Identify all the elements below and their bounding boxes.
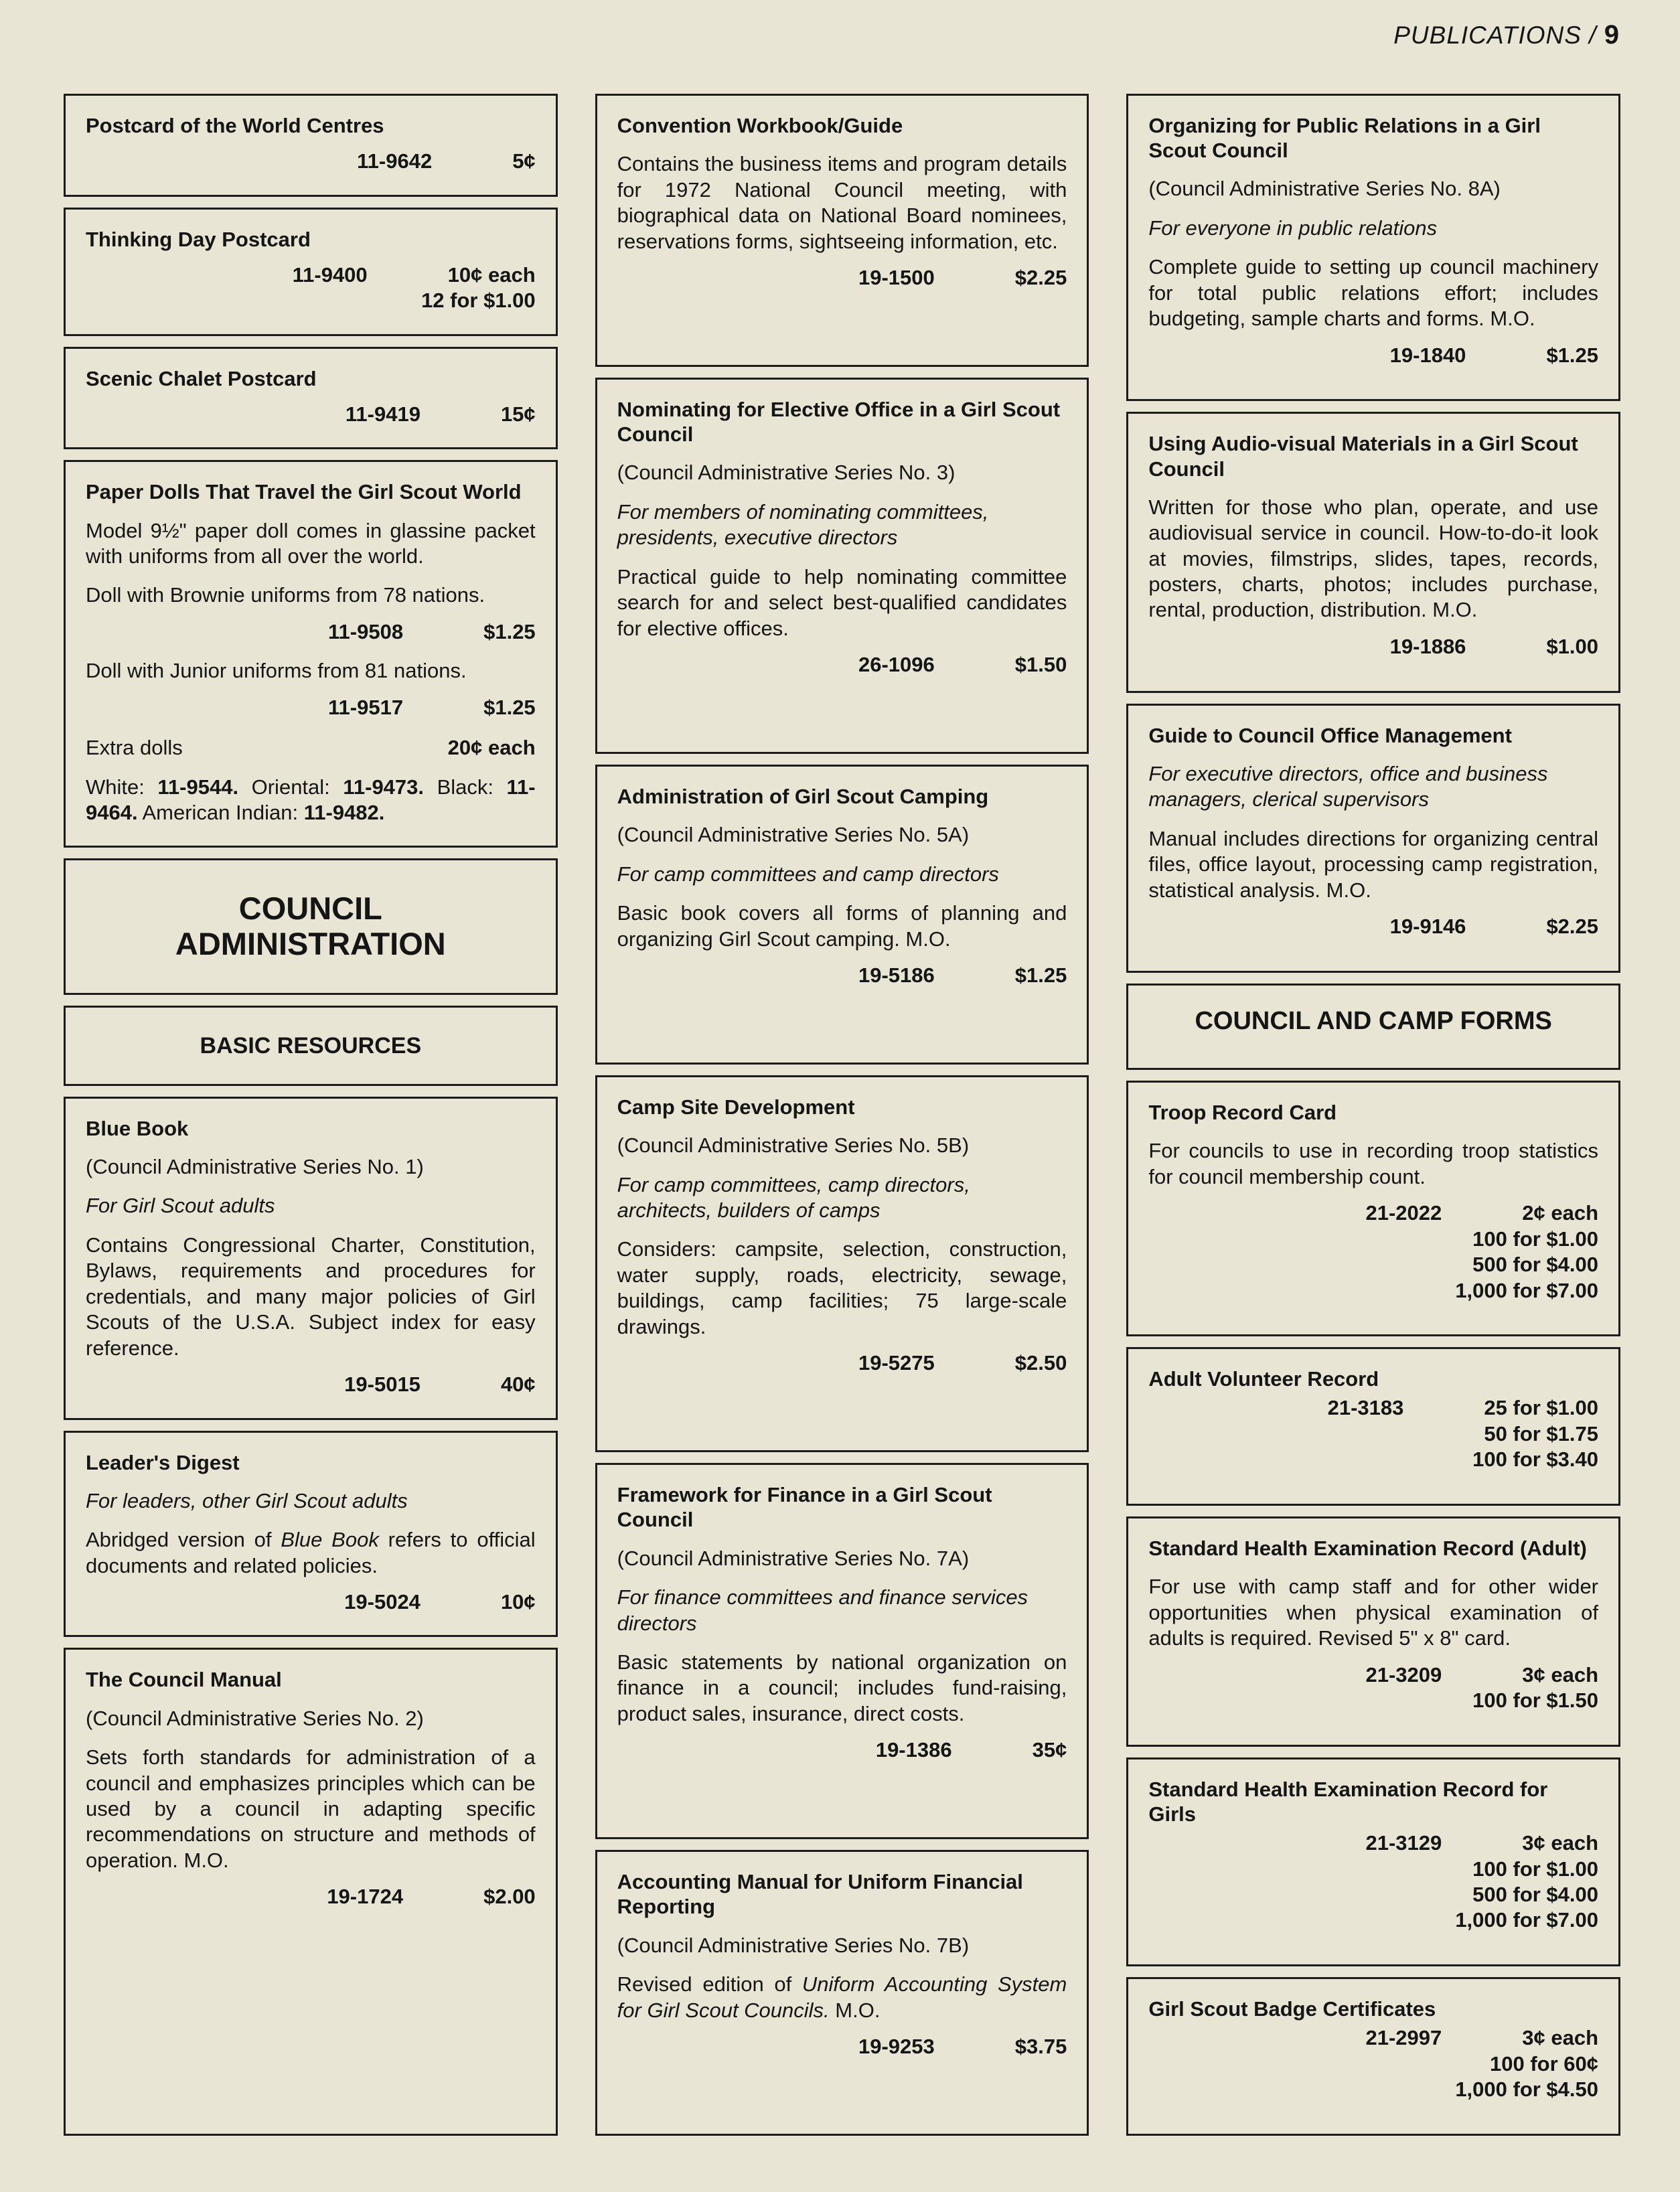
catalog-number: 11-9464. bbox=[86, 775, 536, 824]
section-label: PUBLICATIONS / bbox=[1393, 21, 1597, 49]
listing-description: Contains Congressional Charter, Constitution, Bylaws, requirements and procedures for credentials, and many major policies of Girl Scouts of the U.S.A. Subject index for easy reference. bbox=[86, 1233, 536, 1360]
price: 35¢ bbox=[1032, 1738, 1067, 1762]
listing-scenic-chalet-postcard bbox=[64, 347, 558, 450]
price: $2.50 bbox=[1014, 1351, 1067, 1375]
color-label: Oriental: bbox=[251, 775, 330, 799]
listing-title: Leader's Digest bbox=[86, 1450, 240, 1474]
desc-text: Abridged version of bbox=[86, 1528, 281, 1552]
listing-description: Complete guide to setting up council machinery for total public relations effort; includes budgeting, sample charts and forms. M.O. bbox=[1148, 255, 1599, 331]
price: $2.00 bbox=[483, 1885, 536, 1909]
catalog-number: 19-1500 bbox=[858, 265, 935, 289]
section-heading-council-administration bbox=[64, 858, 558, 994]
listing-title: Guide to Council Office Management bbox=[1148, 723, 1512, 747]
column-middle bbox=[595, 94, 1089, 2136]
catalog-number: 21-3209 bbox=[1365, 1662, 1442, 1687]
price: 15¢ bbox=[500, 402, 536, 426]
price-line bbox=[86, 402, 536, 427]
price-line bbox=[1148, 2025, 1598, 2051]
quantity-price: 100 for $3.40 bbox=[1472, 1447, 1599, 1472]
catalog-number: 21-3129 bbox=[1365, 1831, 1442, 1855]
listing-postcard-world-centres bbox=[64, 94, 558, 197]
listing-title: Accounting Manual for Uniform Financial Reporting bbox=[617, 1870, 1023, 1919]
catalog-number: 11-9508 bbox=[328, 619, 404, 643]
catalog-number: 19-5024 bbox=[344, 1590, 421, 1614]
price-line bbox=[617, 2034, 1067, 2059]
catalog-number: 19-1886 bbox=[1389, 634, 1466, 658]
listing-title: Convention Workbook/Guide bbox=[617, 114, 903, 137]
price: $1.25 bbox=[483, 695, 536, 719]
variant-description: Doll with Brownie uniforms from 78 nations. bbox=[86, 583, 485, 607]
catalog-columns bbox=[64, 94, 1620, 2136]
listing-title: Thinking Day Postcard bbox=[86, 227, 311, 251]
quantity-price: 100 for $1.00 bbox=[1472, 1227, 1599, 1251]
quantity-price: 1,000 for $7.00 bbox=[1455, 1908, 1599, 1932]
price: 3¢ each bbox=[1522, 2026, 1599, 2050]
heading-line: COUNCIL AND CAMP FORMS bbox=[1195, 1006, 1552, 1035]
listing-series: (Council Administrative Series No. 3) bbox=[617, 461, 956, 485]
listing-title: Paper Dolls That Travel the Girl Scout World bbox=[86, 480, 522, 504]
extra-dolls-label: Extra dolls bbox=[86, 736, 183, 760]
price: $1.25 bbox=[483, 619, 536, 643]
price-line bbox=[86, 619, 536, 645]
quantity-price: 100 for $1.50 bbox=[1472, 1689, 1599, 1713]
listing-thinking-day-postcard bbox=[64, 208, 558, 336]
price: $2.25 bbox=[1546, 915, 1599, 938]
catalog-number: 11-9419 bbox=[345, 402, 421, 426]
listing-nominating-elective-office bbox=[595, 378, 1089, 754]
listing-paper-dolls bbox=[64, 460, 558, 848]
desc-text: refers to official documents and related policies. bbox=[86, 1528, 536, 1577]
price: $1.00 bbox=[1546, 634, 1599, 658]
listing-description bbox=[617, 1972, 1067, 2023]
price: 40¢ bbox=[500, 1373, 536, 1397]
price: 25 for $1.00 bbox=[1484, 1396, 1599, 1420]
listing-audience: For finance committees and finance services directors bbox=[617, 1585, 1028, 1635]
price-line bbox=[86, 262, 536, 288]
listing-description: Practical guide to help nominating committee search for and select best-qualified candidates for elective offices. bbox=[617, 564, 1067, 640]
quantity-price: 100 for 60¢ bbox=[1490, 2051, 1599, 2076]
catalog-number: 11-9473. bbox=[343, 775, 425, 799]
catalog-number: 19-1840 bbox=[1389, 343, 1466, 367]
listing-title: The Council Manual bbox=[86, 1668, 282, 1692]
catalog-number: 21-3183 bbox=[1327, 1396, 1404, 1420]
page-header bbox=[1393, 20, 1620, 50]
column-right bbox=[1126, 94, 1620, 2136]
listing-description: Sets forth standards for administration of a council and emphasizes principles which can be used by a council in adapting specific recommendations on structure and methods of operation. M.O. bbox=[86, 1745, 536, 1872]
price-line bbox=[617, 1737, 1067, 1763]
listing-title: Using Audio-visual Materials in a Girl Scout Council bbox=[1148, 432, 1578, 481]
listing-title: Standard Health Examination Record for Girls bbox=[1148, 1777, 1548, 1826]
price-line bbox=[1148, 1395, 1598, 1421]
section-heading-basic-resources bbox=[64, 1006, 558, 1086]
price-line bbox=[1148, 634, 1598, 659]
catalog-number: 19-5186 bbox=[858, 963, 935, 987]
heading-line: BASIC RESOURCES bbox=[200, 1032, 422, 1059]
desc-italic-title: Blue Book bbox=[281, 1528, 379, 1552]
catalog-number: 11-9482. bbox=[303, 801, 385, 824]
listing-title: Organizing for Public Relations in a Girl Scout Council bbox=[1148, 114, 1541, 163]
price-line bbox=[86, 1884, 536, 1909]
listing-series: (Council Administrative Series No. 8A) bbox=[1148, 177, 1501, 201]
listing-audience: For members of nominating committees, presidents, executive directors bbox=[617, 499, 989, 550]
catalog-number: 11-9400 bbox=[292, 262, 368, 287]
listing-description: For councils to use in recording troop statistics for council membership count. bbox=[1148, 1139, 1599, 1188]
desc-text: M.O. bbox=[829, 1998, 881, 2022]
listing-audience: For Girl Scout adults bbox=[86, 1194, 275, 1218]
listing-description: Manual includes directions for organizing central files, office layout, processing camp registration, statistical analysis. M.O. bbox=[1148, 826, 1599, 902]
listing-title: Postcard of the World Centres bbox=[86, 114, 384, 137]
listing-badge-certificates bbox=[1126, 1977, 1620, 2136]
catalog-number: 19-9146 bbox=[1389, 915, 1466, 938]
listing-audio-visual-materials bbox=[1126, 412, 1620, 692]
catalog-number: 26-1096 bbox=[858, 652, 935, 676]
doll-color-codes bbox=[86, 775, 536, 826]
quantity-price: 500 for $4.00 bbox=[1472, 1883, 1599, 1907]
listing-camp-site-development bbox=[595, 1075, 1089, 1452]
listing-title: Camp Site Development bbox=[617, 1095, 855, 1119]
price-line bbox=[1148, 1830, 1598, 1856]
listing-organizing-public-relations bbox=[1126, 94, 1620, 401]
heading-line: ADMINISTRATION bbox=[175, 926, 446, 962]
listing-framework-for-finance bbox=[595, 1463, 1089, 1839]
catalog-number: 11-9642 bbox=[357, 149, 433, 173]
quantity-price: 50 for $1.75 bbox=[1484, 1421, 1599, 1445]
price-line bbox=[86, 1372, 536, 1397]
color-label: Black: bbox=[437, 775, 493, 799]
listing-title: Troop Record Card bbox=[1148, 1101, 1337, 1125]
price: 3¢ each bbox=[1522, 1662, 1599, 1687]
listing-troop-record-card bbox=[1126, 1081, 1620, 1336]
listing-audience: For everyone in public relations bbox=[1148, 216, 1438, 240]
listing-description: For use with camp staff and for other wider opportunities when physical examination of adults is required. Revised 5" x 8" card. bbox=[1148, 1575, 1599, 1650]
price-line bbox=[1148, 914, 1598, 939]
listing-series: (Council Administrative Series No. 7B) bbox=[617, 1933, 970, 1957]
listing-description: Considers: campsite, selection, construction, water supply, roads, electricity, sewage, buildings, camp facilities; 75 large-scale drawings. bbox=[617, 1237, 1067, 1338]
catalog-number: 19-1724 bbox=[327, 1885, 404, 1909]
extra-dolls-line bbox=[86, 735, 536, 761]
variant-description: Doll with Junior uniforms from 81 nations. bbox=[86, 659, 467, 683]
catalog-number: 21-2022 bbox=[1365, 1201, 1442, 1225]
listing-blue-book bbox=[64, 1097, 558, 1420]
listing-audience: For camp committees and camp directors bbox=[617, 862, 999, 886]
price: $3.75 bbox=[1014, 2034, 1067, 2058]
quantity-price: 1,000 for $7.00 bbox=[1455, 1278, 1599, 1302]
listing-series: (Council Administrative Series No. 2) bbox=[86, 1706, 424, 1730]
quantity-price: 12 for $1.00 bbox=[421, 289, 536, 313]
price-line bbox=[617, 652, 1067, 678]
catalog-number: 19-1386 bbox=[875, 1738, 952, 1762]
listing-title: Administration of Girl Scout Camping bbox=[617, 785, 989, 808]
listing-title: Adult Volunteer Record bbox=[1148, 1367, 1379, 1391]
listing-description: Written for those who plan, operate, and use audiovisual service in council. How-to-do-it look at movies, filmstrips, slides, tapes, records, posters, charts, photos; includes purchase, rental, production, distribution. M.O. bbox=[1148, 495, 1599, 622]
listing-description bbox=[86, 1527, 536, 1579]
listing-description: Contains the business items and program details for 1972 National Council meeting, with biographical data on National Board nominees, reservations forms, sightseeing information, etc. bbox=[617, 152, 1067, 253]
listing-council-manual bbox=[64, 1648, 558, 2136]
price-line bbox=[1148, 1662, 1598, 1688]
listing-adult-volunteer-record bbox=[1126, 1347, 1620, 1506]
listing-council-office-management bbox=[1126, 704, 1620, 973]
listing-title: Girl Scout Badge Certificates bbox=[1148, 1997, 1436, 2021]
price: 10¢ each bbox=[447, 262, 536, 287]
listing-audience: For camp committees, camp directors, architects, builders of camps bbox=[617, 1172, 970, 1223]
desc-text: Revised edition of bbox=[617, 1972, 802, 1997]
price: 2¢ each bbox=[1522, 1201, 1599, 1225]
price-line bbox=[617, 963, 1067, 988]
listing-title: Nominating for Elective Office in a Girl Scout Council bbox=[617, 397, 1061, 447]
price: $1.25 bbox=[1014, 963, 1067, 987]
listing-series: (Council Administrative Series No. 1) bbox=[86, 1155, 424, 1179]
price-line bbox=[617, 1350, 1067, 1376]
catalog-number: 19-9253 bbox=[858, 2034, 935, 2058]
price-line bbox=[86, 1589, 536, 1615]
listing-administration-gs-camping bbox=[595, 765, 1089, 1065]
listing-health-record-adult bbox=[1126, 1516, 1620, 1747]
catalog-number: 11-9517 bbox=[328, 695, 404, 719]
listing-title: Blue Book bbox=[86, 1116, 189, 1140]
heading-line: COUNCIL bbox=[238, 890, 382, 927]
column-left bbox=[64, 94, 558, 2136]
listing-title: Standard Health Examination Record (Adult) bbox=[1148, 1537, 1587, 1561]
price: $1.25 bbox=[1546, 343, 1599, 367]
listing-description: Basic statements by national organization on finance in a council; includes fund-raising, product sales, insurance, direct costs. bbox=[617, 1650, 1067, 1725]
price-line bbox=[1148, 343, 1598, 368]
price-line bbox=[1148, 1200, 1598, 1226]
price: $1.50 bbox=[1014, 652, 1067, 676]
extra-dolls-price: 20¢ each bbox=[447, 736, 536, 760]
listing-accounting-manual bbox=[595, 1850, 1089, 2136]
listing-series: (Council Administrative Series No. 7A) bbox=[617, 1546, 970, 1570]
listing-audience: For executive directors, office and business managers, clerical supervisors bbox=[1148, 761, 1548, 811]
price-line bbox=[86, 149, 536, 174]
listing-description: Model 9½" paper doll comes in glassine packet with uniforms from all over the world. bbox=[86, 518, 536, 568]
section-heading-council-camp-forms bbox=[1126, 984, 1620, 1070]
price: 10¢ bbox=[500, 1590, 536, 1614]
price: 5¢ bbox=[512, 149, 536, 173]
listing-title: Framework for Finance in a Girl Scout Council bbox=[617, 1483, 992, 1532]
quantity-price: 500 for $4.00 bbox=[1472, 1253, 1599, 1277]
desc-italic-title: Uniform Accounting System for Girl Scout Councils. bbox=[617, 1972, 1067, 2022]
listing-series: (Council Administrative Series No. 5B) bbox=[617, 1133, 970, 1158]
price-line bbox=[617, 265, 1067, 291]
listing-description: Basic book covers all forms of planning and organizing Girl Scout camping. M.O. bbox=[617, 901, 1067, 951]
price-line bbox=[86, 695, 536, 720]
catalog-number: 19-5015 bbox=[344, 1373, 421, 1397]
catalog-number: 19-5275 bbox=[858, 1351, 935, 1375]
color-label: American Indian: bbox=[142, 801, 299, 824]
quantity-price: 1,000 for $4.50 bbox=[1455, 2078, 1599, 2102]
listing-title: Scenic Chalet Postcard bbox=[86, 366, 317, 390]
color-label: White: bbox=[86, 775, 145, 799]
page-number: 9 bbox=[1604, 20, 1620, 50]
listing-leaders-digest bbox=[64, 1431, 558, 1638]
catalog-number: 21-2997 bbox=[1365, 2026, 1442, 2050]
catalog-number: 11-9544. bbox=[157, 775, 239, 799]
listing-audience: For leaders, other Girl Scout adults bbox=[86, 1488, 408, 1512]
quantity-price: 100 for $1.00 bbox=[1472, 1857, 1599, 1881]
listing-series: (Council Administrative Series No. 5A) bbox=[617, 823, 970, 847]
listing-convention-workbook bbox=[595, 94, 1089, 367]
price: 3¢ each bbox=[1522, 1831, 1599, 1855]
price: $2.25 bbox=[1014, 265, 1067, 289]
listing-health-record-girls bbox=[1126, 1757, 1620, 1966]
